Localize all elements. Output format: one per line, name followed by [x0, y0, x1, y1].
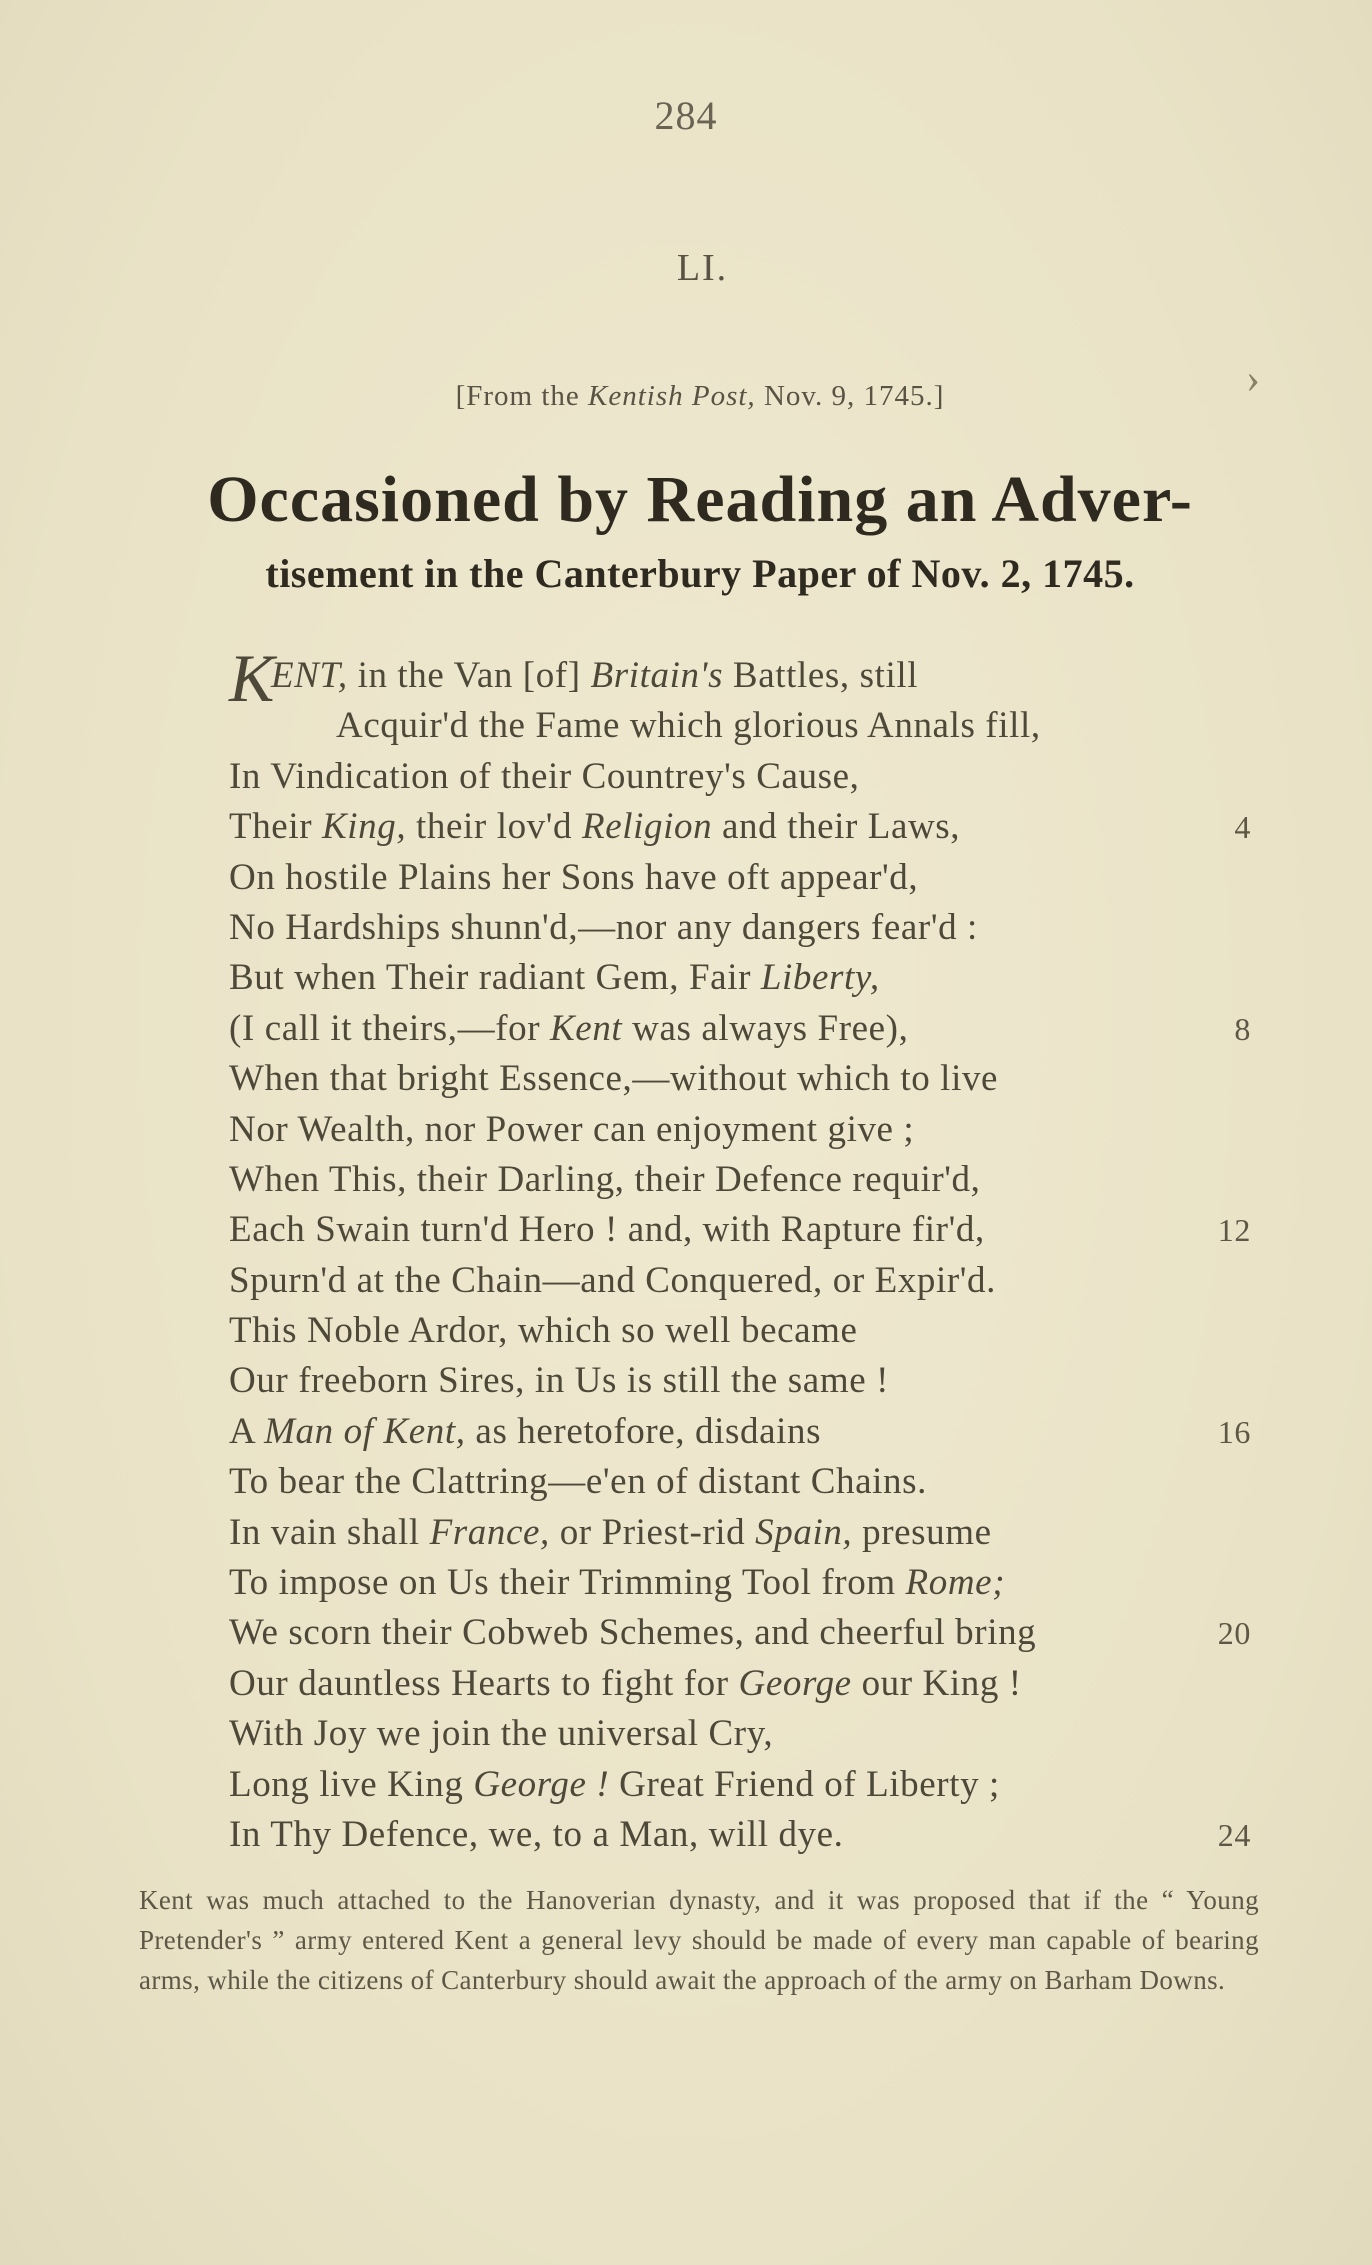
poem-line-18-text-3: presume	[852, 1511, 992, 1553]
poem-line-23-italic: George !	[473, 1763, 610, 1805]
poem-line-4-italic-2: Religion	[582, 806, 713, 848]
poem-line-6: No Hardships shunn'd,—nor any dangers fear'd :	[229, 906, 978, 948]
poem-line-4	[229, 802, 1269, 852]
poem-line-8	[229, 1004, 1269, 1054]
poem-line-21	[229, 1659, 1269, 1709]
poem-title-line-1: Occasioned by Reading an Adver-	[207, 463, 1193, 536]
poem-line-4-text-3: and their Laws,	[712, 806, 961, 848]
poem-line-18-italic-2: Spain,	[755, 1511, 853, 1553]
poem-line-18-text: In vain shall	[229, 1511, 430, 1553]
line-number: 20	[1217, 1615, 1251, 1652]
poem-line-18-text-2: or Priest-rid	[549, 1511, 756, 1553]
poem-line-10: Nor Wealth, nor Power can enjoyment give ;	[229, 1108, 915, 1150]
poem-line-16-text: A	[229, 1410, 265, 1452]
poem-line-23-text: Long live King	[229, 1763, 474, 1805]
poem-line-18-italic: France,	[429, 1511, 550, 1553]
footnote: Kent was much attached to the Hanoverian dynasty, and it was proposed that if the “ Young Pretender's ” army entered Kent a general levy should be made of every man capable of bearing arms, while the citizens of Canterbury should await the approach of the army on Barham Downs.	[139, 1885, 1259, 1995]
poem-line-16-italic: Man of Kent,	[264, 1410, 466, 1452]
poem-title-line-2: tisement in the Canterbury Paper of Nov. 2, 1745.	[265, 551, 1135, 596]
poem-line-22: With Joy we join the universal Cry,	[229, 1713, 774, 1755]
poem-line-20	[229, 1608, 1269, 1658]
poem-line-4-italic: King,	[321, 806, 407, 848]
poem-line-1-text: in the Van [of]	[347, 655, 591, 696]
poem-line-4-text: Their	[229, 806, 322, 848]
poem-line-1-text-2: Battles, still	[723, 655, 919, 696]
poem-line-12	[229, 1205, 1269, 1255]
poem-line-17: To bear the Clattring—e'en of distant Chains.	[229, 1461, 927, 1503]
poem-line-14: This Noble Ardor, which so well became	[229, 1310, 858, 1352]
poem-line-11: When This, their Darling, their Defence requir'd,	[229, 1158, 981, 1200]
poem-line-1	[229, 640, 1269, 716]
poem-line-23-text-2: Great Friend of Liberty ;	[609, 1763, 1000, 1805]
poem-line-19-text: To impose on Us their Trimming Tool from	[229, 1562, 906, 1604]
poem-line-1-italic-2: Britain's	[590, 655, 724, 696]
source-date: Nov. 9, 1745.]	[755, 380, 945, 412]
margin-mark: ›	[1246, 356, 1260, 402]
line-number: 16	[1217, 1413, 1251, 1450]
poem-line-3: In Vindication of their Countrey's Cause,	[229, 755, 860, 797]
poem-line-24	[229, 1810, 1269, 1860]
poem-line-4-text-2: their lov'd	[406, 806, 583, 848]
poem-line-21-text-2: our King !	[851, 1662, 1022, 1704]
poem-line-12-text: Each Swain turn'd Hero ! and, with Rapture fir'd,	[229, 1209, 985, 1251]
source-publication: Kentish Post,	[588, 380, 756, 412]
poem-line-21-italic: George	[738, 1662, 852, 1704]
poem-line-9: When that bright Essence,—without which to live	[229, 1058, 999, 1100]
poem-line-16-text-2: as heretofore, disdains	[465, 1410, 822, 1452]
poem-line-15: Our freeborn Sires, in Us is still the same !	[229, 1360, 889, 1402]
poem-line-7-italic: Liberty,	[760, 957, 880, 999]
poem-line-7	[229, 953, 1269, 1003]
poem-line-20-text: We scorn their Cobweb Schemes, and cheerful bring	[229, 1612, 1037, 1654]
line-number: 8	[1234, 1010, 1251, 1047]
poem-line-1-italic: ENT,	[270, 655, 348, 696]
line-number: 12	[1217, 1212, 1251, 1249]
poem-line-24-text: In Thy Defence, we, to a Man, will dye.	[229, 1813, 844, 1855]
source-citation	[0, 380, 1372, 413]
poem-line-16	[229, 1407, 1269, 1457]
poem-line-7-text: But when Their radiant Gem, Fair	[229, 957, 761, 999]
poem-line-19	[229, 1558, 1269, 1608]
page-number: 284	[654, 93, 718, 138]
line-number: 24	[1217, 1816, 1251, 1853]
poem-line-19-italic: Rome;	[905, 1562, 1006, 1604]
section-number: LI.	[676, 247, 729, 289]
poem-line-21-text: Our dauntless Hearts to fight for	[229, 1662, 739, 1704]
poem-line-23	[229, 1760, 1269, 1810]
poem-line-8-italic: Kent	[550, 1007, 623, 1049]
poem-line-8-text-2: was always Free),	[622, 1007, 909, 1049]
poem-body	[229, 640, 1269, 1860]
poem-line-13: Spurn'd at the Chain—and Conquered, or Expir'd.	[229, 1259, 997, 1301]
poem-line-8-text: (I call it theirs,—for	[229, 1007, 551, 1049]
line-number: 4	[1234, 809, 1251, 846]
drop-cap: K	[229, 640, 275, 716]
poem-line-2: Acquir'd the Fame which glorious Annals fill,	[336, 705, 1041, 747]
poem-line-18	[229, 1508, 1269, 1558]
poem-line-5: On hostile Plains her Sons have oft appear'd,	[229, 856, 919, 898]
source-open: [From the	[455, 380, 589, 412]
